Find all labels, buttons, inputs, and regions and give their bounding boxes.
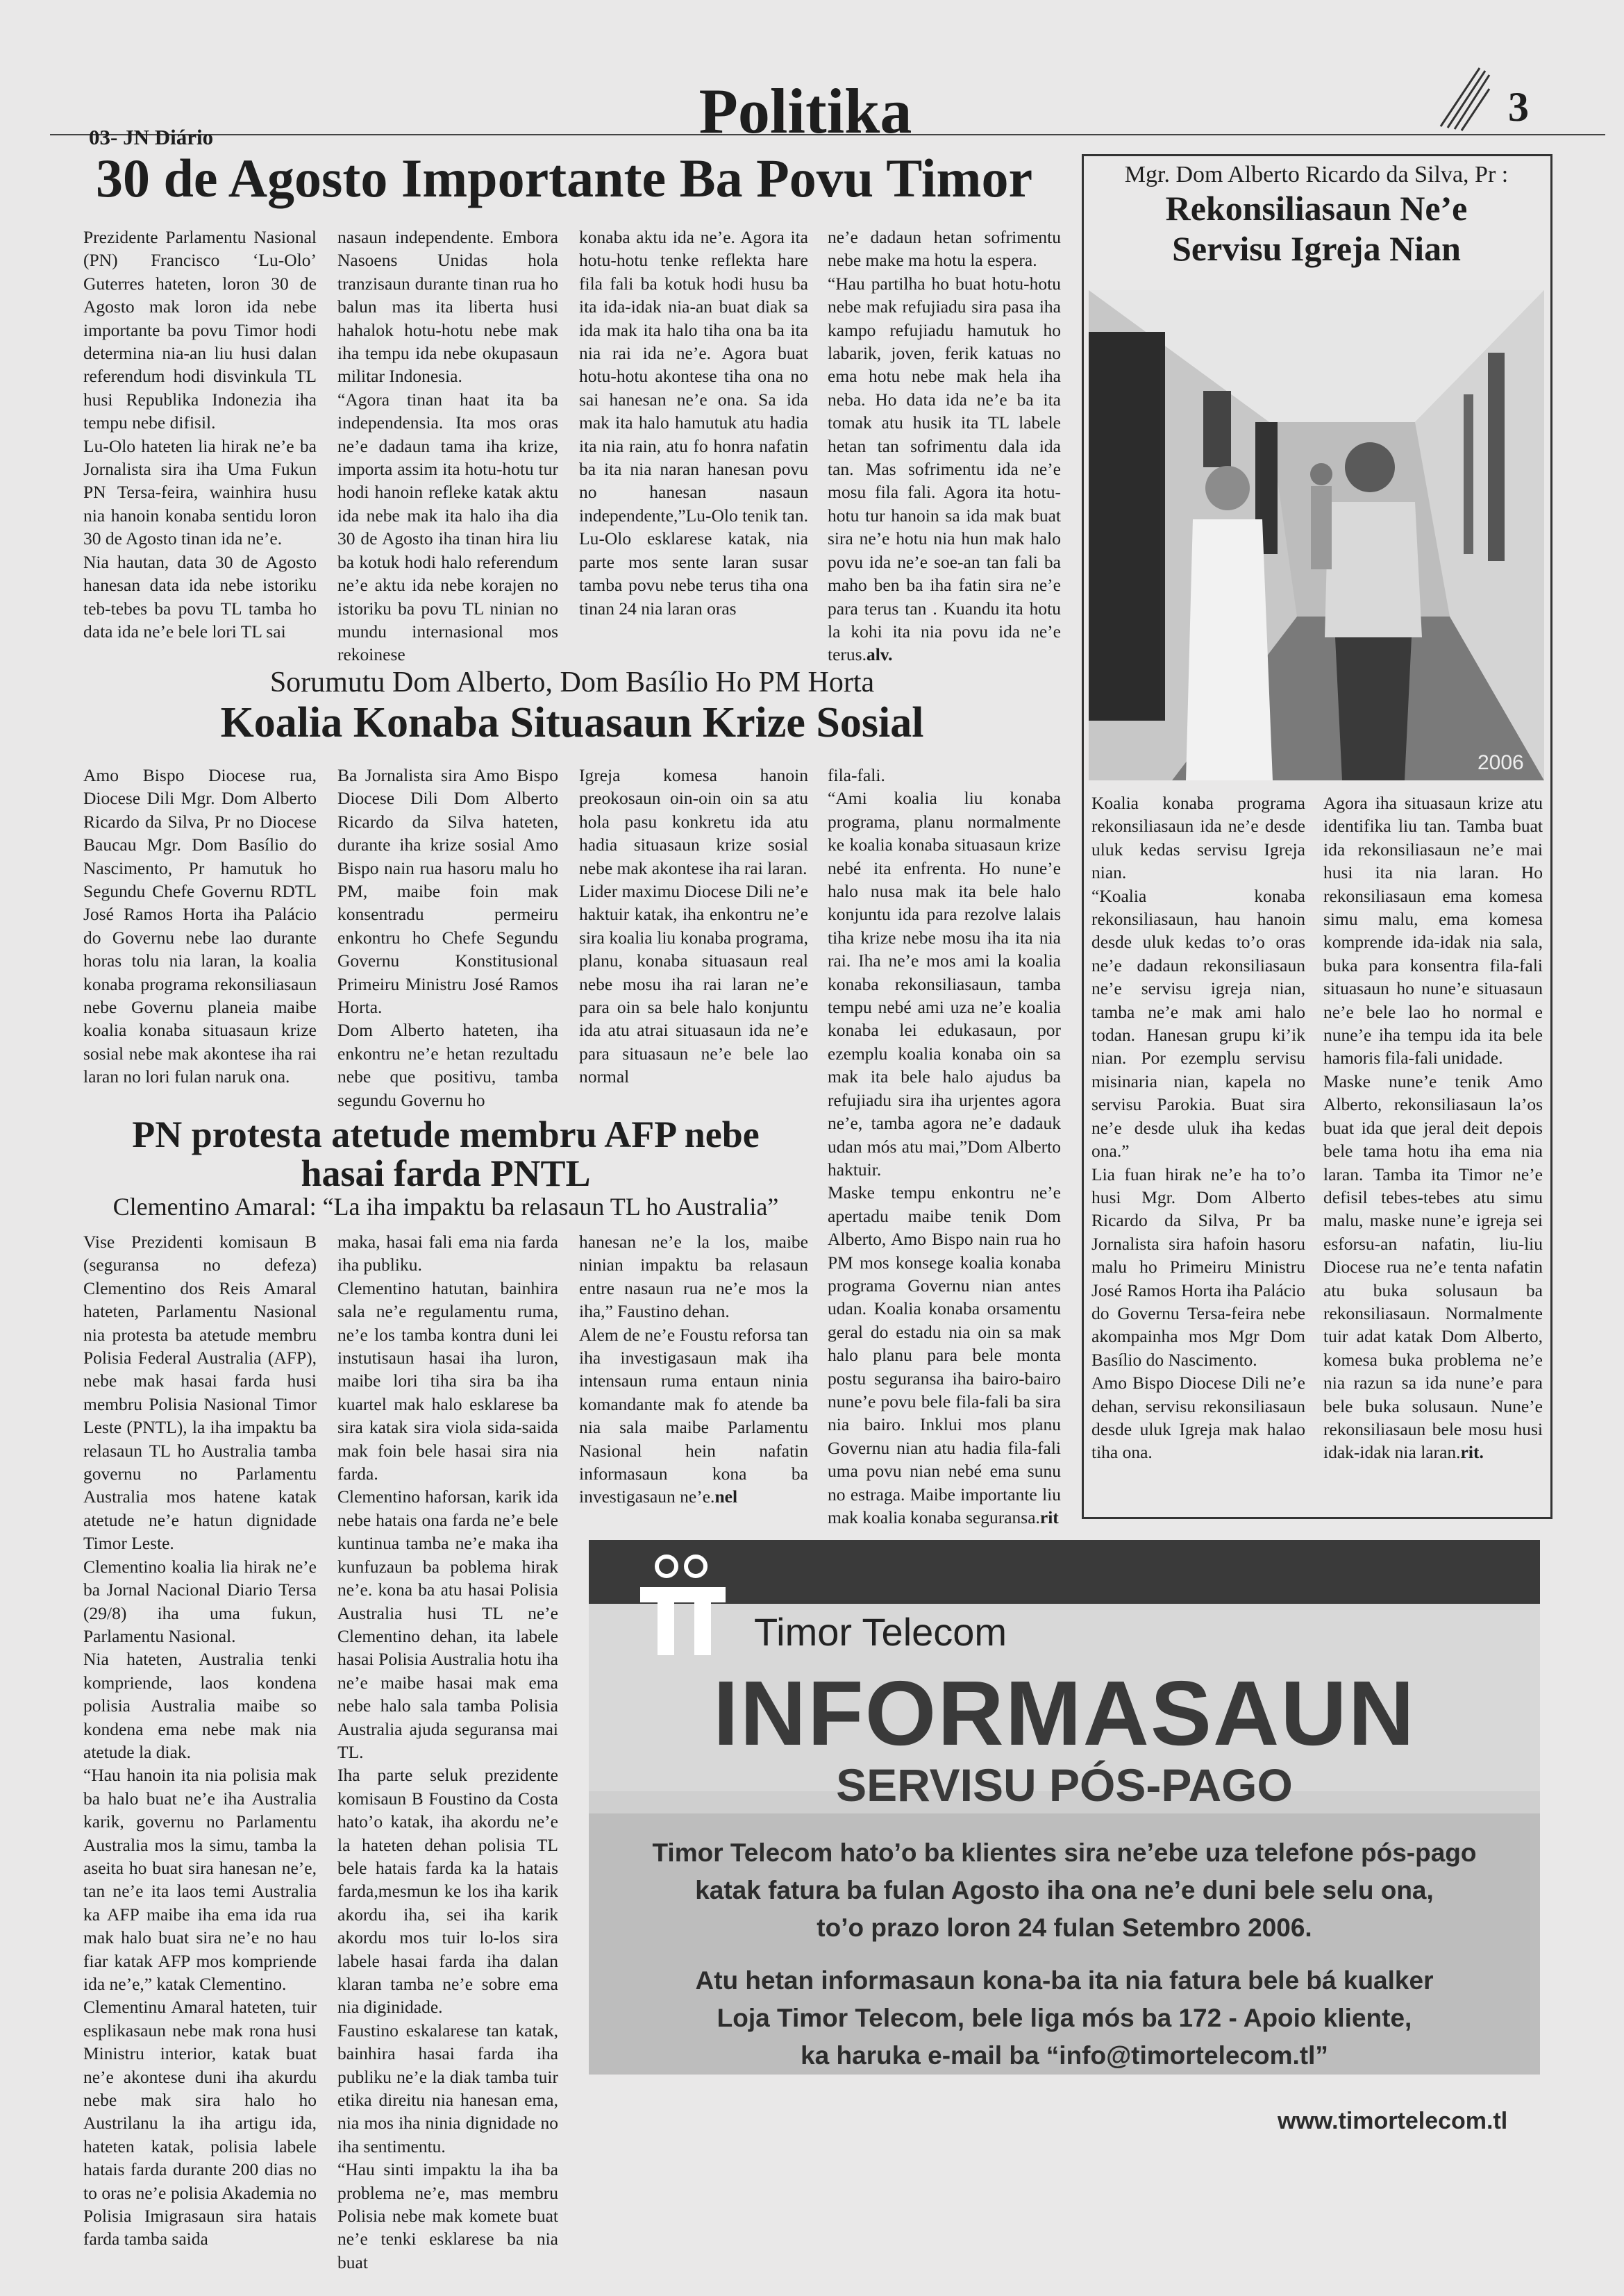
article2-column-1: Amo Bispo Diocese rua, Diocese Dili Mgr. Dom Alberto Ricardo da Silva, Pr no Diocese Baucau Mgr. Dom Basílio do Nascimento, Pr hamutuk ho Segundu Chefe Governu RDTL José Ramos Horta iha Palácio do Governu nebe lao durante horas tolu nia laran, la koalia konaba programa rekonsiliasaun nebe Governu planeia maibe koalia konaba situasaun krize sosial nebe mak akontese iha rai laran no lori fulan naruk ona. (83, 765, 317, 1087)
sidebar-kicker: Mgr. Dom Alberto Ricardo da Silva, Pr : (1124, 162, 1509, 187)
article1-column-4 (828, 226, 1061, 670)
article1-column-1: Prezidente Parlamentu Nasional (PN) Francisco ‘Lu-Olo’ Guterres hateten, loron 30 de Agosto mak loron ida nebe importante ba povu Timor hodi determina nia-an liu husi dalan referendum hodi disvinkula TL husi Republika Indonezia iha tempu nebe difisil. Lu-Olo hateten lia hirak ne’e ba Jornalista sira iha Uma Fukun PN Tersa-feira, wainhira husu nia hanoin konaba sentidu loron 30 de Agosto tinan ida ne’e. Nia hautan, data 30 de Agosto hanesan data ida nebe istoriku teb-tebes ba povu TL tamba ho data ida ne’e bele lori TL sai (83, 227, 317, 642)
article1-column-2: nasaun independente. Embora Nasoens Unidas hola tranzisaun durante tinan rua ho balun mas ita liberta husi hahalok hotu-hotu nebe mak iha tempu ida nebe okupasaun militar Indonesia. “Agora tinan haat ita ba independensia. Ita mos oras ne’e dadaun tama iha krize, importa assim ita hotu-hotu tur hodi hanoin refleke katak aktu ida nebe mak ita halo iha dia 30 de Agosto iha tinan hira liu ba kotuk hodi halo referendum ne’e aktu ida nebe korajen no istoriku ba povu TL ninian no mundu internasional mos rekoinese (337, 227, 558, 665)
article3-subtitle: Clementino Amaral: “La iha impaktu ba relasaun TL ho Australia” (112, 1193, 779, 1221)
advert-paragraph2-line3: ka haruka e-mail ba “info@timortelecom.tl” (801, 2041, 1328, 2070)
article3-title-line1: PN protesta atetude membru AFP nebe (132, 1114, 760, 1155)
sidebar-title-line1: Rekonsiliasaun Ne’e (1165, 189, 1468, 228)
article2-column-4-text: fila-fali. “Ami koalia liu konaba programa, planu normalmente ke koalia konaba situasaun krize nebé ita enfrenta. Ho nune’e halo nusa mak ita bele halo konjuntu ida para rezolve lalais tiha krize nebe mosu iha ita nia rai. Iha ne’e mos ami la koalia konaba rekonsiliasaun, tamba tempu nebé ami uza ne’e koalia konaba lei edukasaun, por ezemplu koalia konaba oin sa mak ita bele halo ajudus ba refujiadu sira iha urjentes agora ne’e, tamba agora ne’e dadauk udan mós atu mai,”Dom Alberto haktuir. Maske tempu enkontru ne’e apertadu maibe tenik Dom Alberto, Amo Bispo nain rua ho PM mos konsege koalia konaba programa Governu nian antes udan. Koalia konaba orsamentu geral do estadu nia oin sa mak halo planu para bele monta postu seguransa iha bairo-bairo nune’e povu bele fila-fali ba sira nia bairo. Inklui mos planu Governu nian atu hadia fila-fali uma povu nian nebé ema sunu no estraga. Maibe importante liu mak koalia konaba seguransa. (828, 765, 1061, 1527)
article2-signature: rit (1039, 1507, 1059, 1527)
advert-subheadline: SERVISU PÓS-PAGO (836, 1759, 1293, 1811)
advert-paragraph1-line2: katak fatura ba fulan Agosto iha ona ne’e duni bele selu ona, (695, 1876, 1434, 1904)
advert-headline: INFORMASAUN (713, 1662, 1416, 1764)
sidebar-column-2-text: Agora iha situasaun krize atu identifika liu tan. Tamba buat ida rekonsiliasaun ne’e mai husi ita nia laran. Ho rekonsiliasaun ema komesa simu malu, ema komesa komprende ida-idak nia sala, buka para konsentra fila-fali situasaun ho nune’e situasaun ne’e bele lao ho normal e nune’e iha tempu ida ita bele hamoris fila-fali unidade. Maske nune’e tenik Amo Alberto, rekonsiliasaun la’os buat ida que jeral deit depois bele tama hotu iha ema nia laran. Tamba ita Timor ne’e defisil tebes-tebes atu simu malu, maske nune’e igreja sei esforsu-an nafatin, liu-liu Diocese rua ne’e tenta nafatin atu buka solusaun ba rekonsiliasaun. Normalmente tuir adat katak Dom Alberto, komesa buka problema ne’e nia razun sa ida nune’e para bele buka solusaun. Nune’e rekonsiliasaun bele mosu husi idak-idak nia laran. (1323, 793, 1543, 1463)
advert-paragraph2-line1: Atu hetan informasaun kona-ba ita nia fatura bele bá kualker (695, 1966, 1434, 1995)
sidebar-signature: rit. (1460, 1442, 1484, 1463)
advert-brand: Timor Telecom (754, 1610, 1007, 1654)
timor-telecom-logo-icon (639, 1552, 736, 1657)
article3-column-1: Vise Prezidenti komisaun B (seguransa no defeza) Clementino dos Reis Amaral hateten, Parlamentu Nasional nia protesta ba atetude membru Polisia Federal Australia (AFP), nebe mak hasai farda husi membru Polisia Nasional Timor Leste (PNTL), la iha impaktu ba relasaun TL ho Australia tamba governu no Parlamentu Australia mos hatene katak atetude ne’e hatun dignidade Timor Leste. Clementino koalia lia hirak ne’e ba Jornal Nacional Diario Tersa (29/8) iha uma fukun, Parlamentu Nasional. Nia hateten, Australia tenki kompriende, laos kondena polisia Australia maibe so kondena ema nebe mak nia atetude la diak. “Hau hanoin ita nia polisia mak ba halo buat ne’e iha Australia karik, governu no Parlamentu Australia mos la simu, tamba la aseita ho buat sira hanesan ne’e, tan ne’e ita laos temi Australia ka AFP maibe iha ema ida rua mak halo buat sira ne’e no hau fiar katak AFP mos kompriende ida ne’e,” katak Clementino. Clementinu Amaral hateten, tuir esplikasaun nebe mak rona husi Ministru interior, katak buat ne’e akontese duni iha akurdu nebe mak sira halo ho Austrilanu la iha artigu ida, hateten katak, polisia labele hatais farda durante 200 dias no to oras ne’e polisia Akademia no Polisia Imigrasaun sira hatais farda tamba saida (83, 1232, 317, 2249)
article1-column-4-text: ne’e dadaun hetan sofrimentu nebe make ma hotu la espera. “Hau partilha ho buat hotu-hotu nebe mak refujiadu sira pasa iha kampo refujiadu hamutuk ho labarik, joven, ferik katuas no ema hotu nebe mak hela iha neba. Ho data ida ne’e ba ita tomak atu husik ita TL labele hetan tan sofrimentu dala ida tan. Mas sofrimentu ida ne’e mosu fila fali. Agora ita hotu-hotu tur hanoin sa ida mak buat sira ne’e hotu nia hun mak halo povu ida ne’e soe-an tan fali ba maho ben ba iha fatin sira ne’e para terus tan . Kuandu ita hotu la kohi ita nia povu ida ne’e terus. (828, 227, 1061, 665)
photo-date-stamp: 2006 (1477, 751, 1524, 774)
advert-paragraph2-line2: Loja Timor Telecom, bele liga mós ba 172 - Apoio kliente, (717, 2004, 1412, 2032)
advert-timor-telecom (589, 1540, 1540, 2075)
sidebar-title-line2: Servisu Igreja Nian (1172, 229, 1461, 268)
page-label: 03- JN Diário (89, 125, 214, 149)
article1-signature: alv. (866, 644, 893, 665)
sidebar-column-2 (1323, 791, 1543, 1514)
article2-column-4 (828, 764, 1061, 1527)
article2-column-2: Ba Jornalista sira Amo Bispo Diocese Dili Dom Alberto Ricardo da Silva hateten, durante iha krize sosial Amo Bispo nain rua hasoru malu ho PM, maibe foin mak konsentradu permeiru enkontru ho Chefe Segundu Governu Konstitusional Primeiru Ministru José Ramos Horta. Dom Alberto hateten, iha enkontru ne’e hetan rezultadu nebe que positivu, tamba segundu Governu ho (337, 765, 558, 1110)
article3-column-3 (579, 1230, 808, 1508)
article1-title: 30 de Agosto Importante Ba Povu Timor (96, 148, 1033, 208)
article2-kicker: Sorumutu Dom Alberto, Dom Basílio Ho PM Horta (269, 667, 875, 698)
advert-paragraph1-line3: to’o prazo loron 24 fulan Setembro 2006. (817, 1913, 1312, 1942)
page-number: 3 (1508, 84, 1529, 130)
article1-column-3: konaba aktu ida ne’e. Agora ita hotu-hotu tenke reflekta hare fila fali ba kotuk hodi husu ba ita ida-idak nia-an buat diak sa ida mak ita halo tiha ona ba ita nia rai ida ne’e. Agora buat hotu-hotu akontese tiha ona no sai hanesan ne’e ona. Sa ida mak ita halo hamutuk atu hadia ita nia rain, atu fo honra nafatin ba ita nia naran hanesan povu no hanesan nasaun independente,”Lu-Olo tenik tan. Lu-Olo esklarese katak, nia parte mos sente laran susar tamba povu nebe terus tiha ona tinan 24 nia laran oras (579, 227, 808, 619)
advert-website[interactable]: www.timortelecom.tl (1278, 2108, 1508, 2134)
article3-column-3-text: hanesan ne’e la los, maibe ninian impaktu ba relasaun entre nasaun rua ne’e mos la iha,” Faustino dehan. Alem de ne’e Foustu reforsa tan iha investigasaun mak iha intensaun ruma entaun ninia komandante mak fo atende ba nia sala maibe Parlamentu Nasional hein nafatin informasaun kona ba investigasaun ne’e. (579, 1232, 808, 1507)
article3-column-2: maka, hasai fali ema nia farda iha publiku. Clementino hatutan, bainhira sala ne’e regulamentu ruma, ne’e los tamba kontra duni lei instutisaun hasai iha luron, maibe lori tiha sira ba iha kuartel mak halo esklarese ba sira katak sira viola sida-saida mak foin bele hasai sira nia farda. Clementino haforsan, karik ida nebe hatais ona farda ne’e bele kuntinua tamba ne’e maka iha kunfuzaun ba poblema hirak ne’e. kona ba atu hasai Polisia Australia husi TL ne’e Clementino dehan, ita labele hasai Polisia Australia hotu iha ne’e maibe hasai mak ema nebe halo sala tamba Polisia Australia ajuda seguransa mai TL. Iha parte seluk prezidente komisaun B Foustino da Costa hato’o katak, iha akordu ne’e la hateten dehan polisia TL bele hatais farda ka la hatais farda,mesmun ke los iha karik akordu iha, sei iha karik akordu mos tuir lo-los sira labele hasai farda iha dalan klaran tamba ne’e sobre ema nia diginidade. Faustino eskalarese tan katak, bainhira hasai farda iha publiku ne’e la diak tamba tuir etika direitu nia hanesan ema, nia mos iha ninia dignidade no iha sentimentu. “Hau sinti impaktu la iha ba problema ne’e, mas membru Polisia nebe mak komete buat ne’e tenki esklarese ba nia buat (337, 1232, 558, 2272)
photo-bishop-and-minister (1089, 290, 1544, 780)
advert-paragraph1-line1: Timor Telecom hato’o ba klientes sira ne’ebe uza telefone pós-pago (652, 1838, 1477, 1867)
article2-column-3: Igreja komesa hanoin preokosaun oin-oin oin sa atu hola pasu konkretu ida atu hadia situasaun krize sosial nebe mak akontese iha rai laran. Lider maximu Diocese Dili ne’e haktuir katak, iha enkontru ne’e sira koalia liu konaba programa, planu, konaba situasaun real nebe mosu iha rai laran ne’e para oin sa bele halo konjuntu ida atu atrai situasaun ida ne’e para situasaun ne’e bele lao normal (579, 765, 808, 1087)
article2-title: Koalia Konaba Situasaun Krize Sosial (220, 699, 924, 746)
photo-illustration (1089, 290, 1544, 780)
slash-ornament-icon (1441, 64, 1489, 131)
article3-title-line2: hasai farda PNTL (301, 1153, 591, 1194)
sidebar-column-1: Koalia konaba programa rekonsiliasaun ida ne’e desde uluk kedas servisu Igreja nian. “Koalia konaba rekonsiliasaun, hau hanoin desde uluk kedas to’o oras ne’e dadaun rekonsiliasaun ne’e servisu igreja nian, tamba ne’e mak ami halo todan. Hanesan grupu ki’ik nian. Por ezemplu servisu misinaria nian, kapela no servisu Parokia. Buat sira ne’e desde uluk iha kedas ona.” Lia fuan hirak ne’e ha to’o husi Mgr. Dom Alberto Ricardo da Silva, Pr ba Jornalista sira hafoin hasoru malu ho Primeiru Ministru José Ramos Horta iha Palácio do Governu Tersa-feira nebe akompainha mos Mgr Dom Basílio do Nascimento. Amo Bispo Diocese Dili ne’e dehan, servisu rekonsiliasaun desde uluk Igreja mak halao tiha ona. (1091, 793, 1305, 1463)
section-title: Politika (698, 76, 912, 146)
article3-signature: nel (714, 1486, 738, 1507)
